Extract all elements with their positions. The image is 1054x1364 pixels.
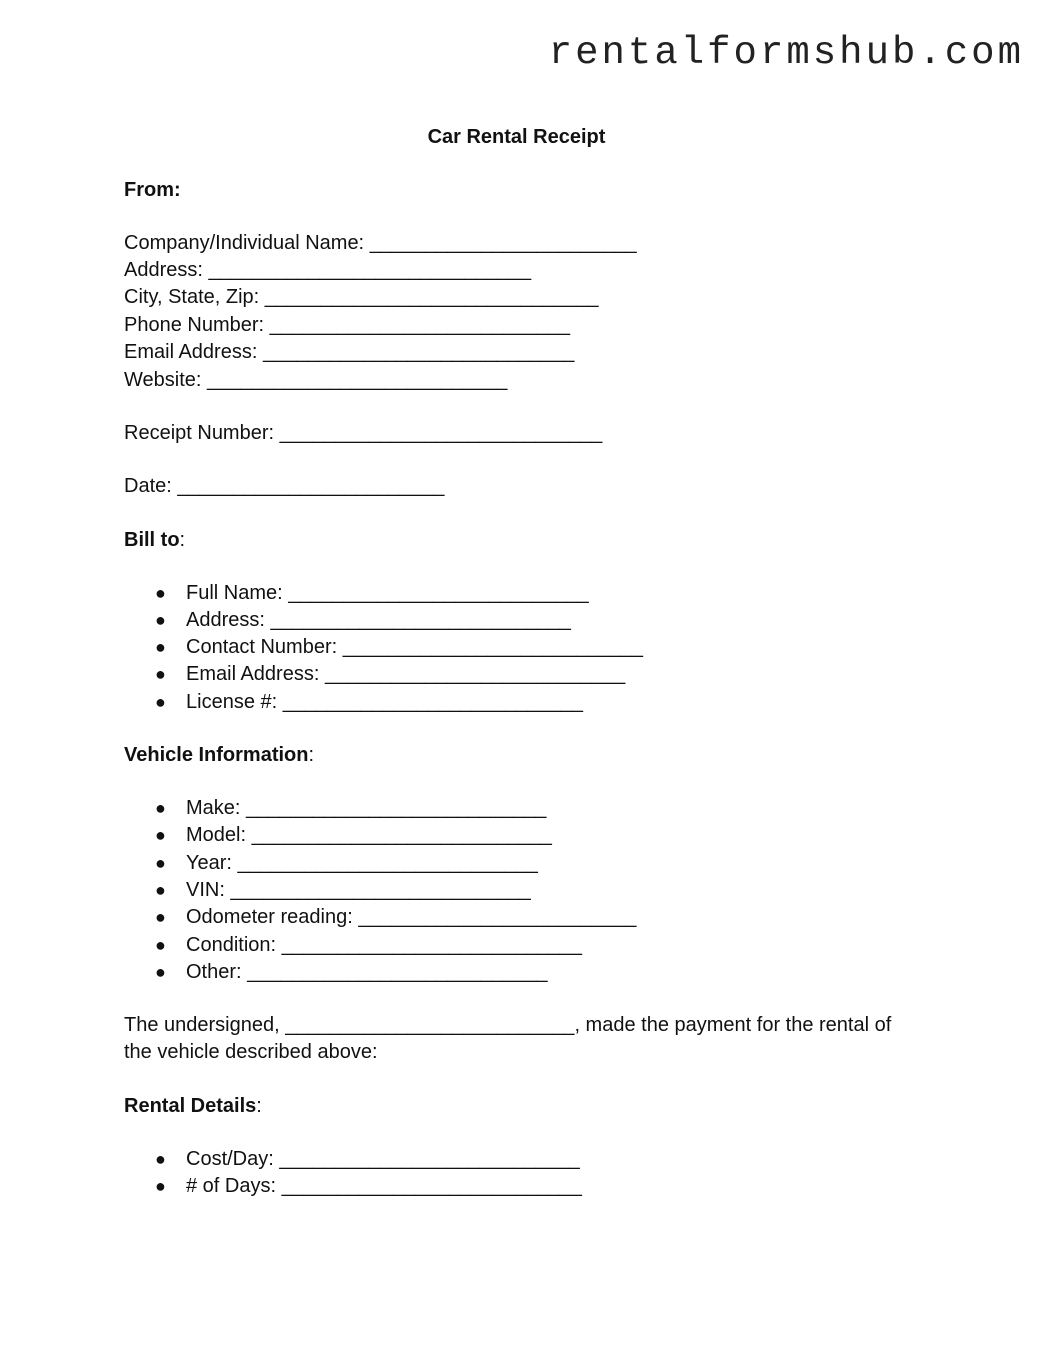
from-city-field [124, 285, 599, 309]
from-company-field [124, 231, 637, 255]
from-website-field [124, 368, 507, 392]
bullet-icon: ● [155, 825, 166, 845]
field-label: Other: [186, 961, 242, 983]
field-blank[interactable]: ___________________________ [342, 636, 644, 658]
field-blank[interactable]: ______________________________ [264, 286, 599, 308]
vehicle-heading [124, 743, 314, 767]
field-blank[interactable]: ___________________________ [246, 797, 547, 819]
field-label: Company/Individual Name: [124, 232, 365, 254]
bill-to-heading [124, 528, 185, 552]
field-label: License #: [186, 691, 278, 713]
bullet-icon: ● [155, 664, 166, 684]
field-label: Make: [186, 797, 241, 819]
vehicle-item [186, 933, 582, 957]
from-phone-field [124, 313, 570, 337]
receipt-number-field [124, 421, 602, 445]
field-label: Email Address: [186, 663, 320, 685]
heading-colon: : [308, 744, 315, 766]
bullet-icon: ● [155, 1176, 166, 1196]
heading-text: Bill to [124, 529, 180, 551]
heading-colon: : [256, 1095, 262, 1117]
field-blank[interactable]: ___________________________ [237, 852, 538, 874]
bullet-icon: ● [155, 907, 166, 927]
bill-to-item [186, 690, 583, 714]
bullet-icon: ● [155, 610, 166, 630]
from-heading: From: [124, 179, 181, 201]
field-label: Website: [124, 369, 202, 391]
field-blank[interactable]: ___________________________ [270, 609, 571, 631]
vehicle-item [186, 905, 636, 929]
vehicle-item [186, 796, 546, 820]
field-label: Year: [186, 852, 232, 874]
bullet-icon: ● [155, 1149, 166, 1169]
field-label: VIN: [186, 879, 225, 901]
bullet-icon: ● [155, 637, 166, 657]
field-label: Phone Number: [124, 314, 265, 336]
field-label: Cost/Day: [186, 1148, 274, 1170]
statement-line-1 [124, 1013, 891, 1037]
undersigned-blank[interactable]: __________________________ [285, 1014, 575, 1036]
field-blank[interactable]: ___________________________ [281, 1175, 582, 1197]
bill-to-item [186, 635, 643, 659]
rental-item [186, 1174, 582, 1198]
heading-text: Vehicle Information [124, 744, 309, 766]
field-label: # of Days: [186, 1175, 277, 1197]
bullet-icon: ● [155, 880, 166, 900]
field-blank[interactable]: ___________________________ [230, 879, 531, 901]
bill-to-item [186, 581, 589, 605]
vehicle-item [186, 851, 538, 875]
bullet-icon: ● [155, 962, 166, 982]
field-blank[interactable]: ___________________________ [324, 663, 626, 685]
field-blank[interactable]: _____________________________ [208, 259, 532, 281]
field-blank[interactable]: ___________________________ [288, 582, 589, 604]
field-blank[interactable]: ___________________________ [281, 934, 582, 956]
from-address-field [124, 258, 531, 282]
bill-to-item [186, 662, 625, 686]
bullet-icon: ● [155, 798, 166, 818]
field-blank[interactable]: ____________________________ [262, 341, 575, 363]
field-label: Full Name: [186, 582, 283, 604]
field-blank[interactable]: _________________________ [358, 906, 637, 928]
field-label: Date: [124, 475, 172, 497]
field-label: Condition: [186, 934, 277, 956]
date-field [124, 474, 444, 498]
statement-line-2: the vehicle described above: [124, 1041, 378, 1063]
field-blank[interactable]: ___________________________ [251, 824, 552, 846]
field-label: Receipt Number: [124, 422, 275, 444]
vehicle-item [186, 960, 547, 984]
field-label: Address: [186, 609, 265, 631]
statement-suffix: , made the payment for the rental of [574, 1014, 892, 1036]
field-blank[interactable]: ___________________________ [282, 691, 584, 713]
bullet-icon: ● [155, 583, 166, 603]
statement-prefix: The undersigned, [124, 1014, 280, 1036]
bullet-icon: ● [155, 692, 166, 712]
rental-heading [124, 1094, 262, 1118]
bill-to-item [186, 608, 571, 632]
field-label: Model: [186, 824, 247, 846]
field-blank[interactable]: ___________________________ [279, 1148, 580, 1170]
rental-item [186, 1147, 580, 1171]
vehicle-item [186, 823, 552, 847]
bullet-icon: ● [155, 853, 166, 873]
field-label: Address: [124, 259, 203, 281]
field-label: Contact Number: [186, 636, 338, 658]
heading-text: Rental Details [124, 1095, 257, 1117]
field-blank[interactable]: ___________________________ [207, 369, 508, 391]
bullet-icon: ● [155, 935, 166, 955]
heading-colon: : [179, 529, 186, 551]
from-email-field [124, 340, 574, 364]
field-label: Odometer reading: [186, 906, 353, 928]
field-blank[interactable]: ________________________ [177, 475, 445, 497]
field-blank[interactable]: ___________________________ [247, 961, 548, 983]
page-title: Car Rental Receipt [427, 126, 606, 148]
field-blank[interactable]: ___________________________ [269, 314, 570, 336]
field-blank[interactable]: _____________________________ [279, 422, 603, 444]
vehicle-item [186, 878, 531, 902]
field-label: Email Address: [124, 341, 258, 363]
field-label: City, State, Zip: [124, 286, 260, 308]
field-blank[interactable]: ________________________ [369, 232, 637, 254]
watermark: rentalformshub.com [548, 31, 1024, 75]
